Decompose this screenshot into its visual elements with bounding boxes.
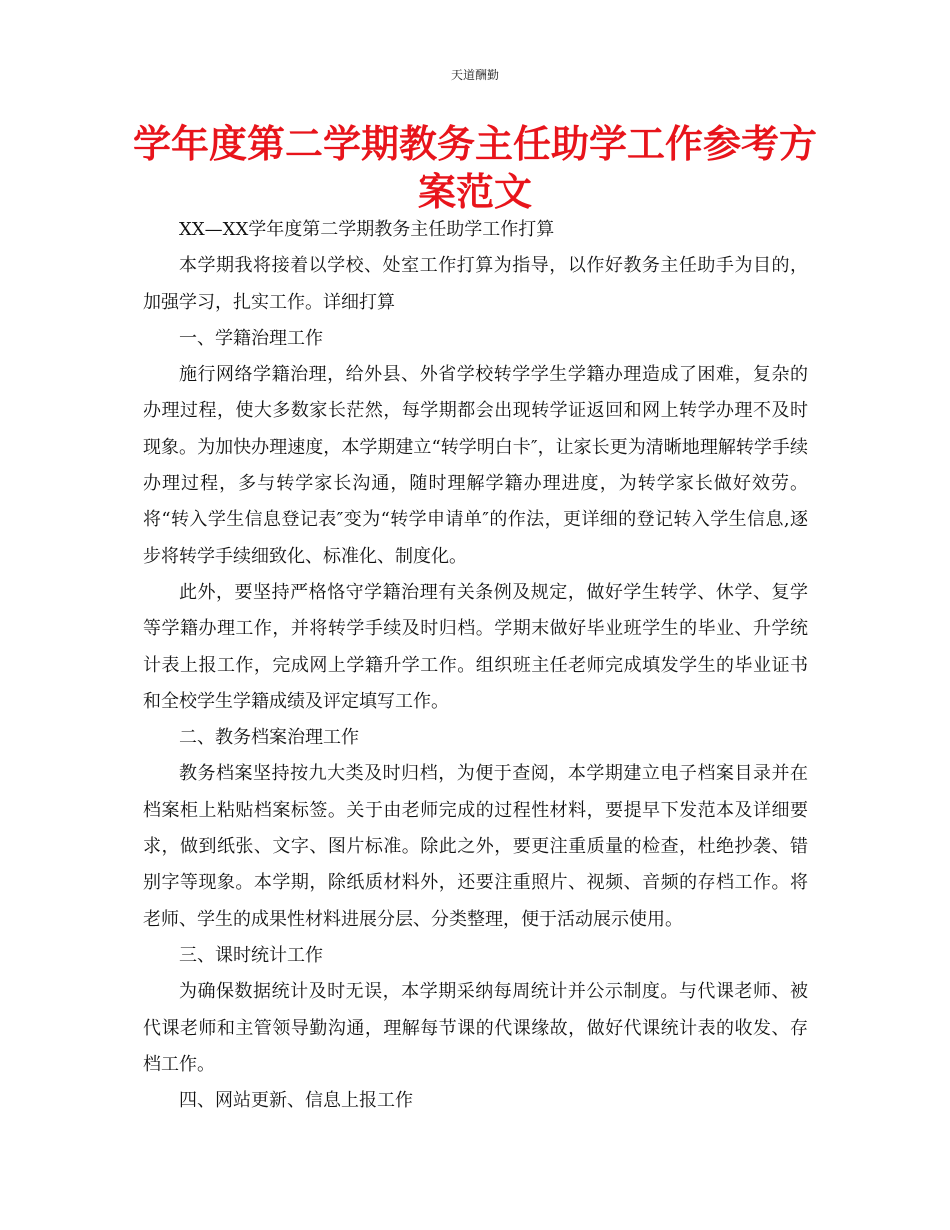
- section-2-paragraph-1: 教务档案坚持按九大类及时归档，为便于查阅，本学期建立电子档案目录并在档案柜上粘贴档案标签。关于由老师完成的过程性材料，要提早下发范本及详细要求，做到纸张、文字、图片标准。除此之外，要更注重质量的检查，杜绝抄袭、错别字等现象。本学期，除纸质材料外，还要注重照片、视频、音频的存档工作。将老师、学生的成果性材料进展分层、分类整理，便于活动展示使用。: [143, 763, 808, 930]
- section-3-paragraph-1: 为确保数据统计及时无误，本学期采纳每周统计并公示制度。与代课老师、被代课老师和主管领导勤沟通，理解每节课的代课缘故，做好代课统计表的收发、存档工作。: [143, 981, 808, 1075]
- section-heading-2: 二、教务档案治理工作: [179, 727, 359, 749]
- intro-paragraph: 本学期我将接着以学校、处室工作打算为指导，以作好教务主任助手为目的，加强学习，扎实工作。详细打算: [143, 255, 808, 313]
- section-heading-1: 一、学籍治理工作: [179, 327, 323, 349]
- section-heading-3: 三、课时统计工作: [179, 944, 323, 966]
- section-1-paragraph-1: 施行网络学籍治理，给外县、外省学校转学学生学籍办理造成了困难，复杂的办理过程，使大多数家长茫然，每学期都会出现转学证返回和网上转学办理不及时现象。为加快办理速度，本学期建立“转学明白卡″，让家长更为清晰地理解转学手续办理过程，多与转学家长沟通，随时理解学籍办理进度，为转学家长做好效劳。将“转入学生信息登记表″变为“转学申请单″的作法，更详细的登记转入学生信息,逐步将转学手续细致化、标准化、制度化。: [143, 364, 808, 567]
- section-1-paragraph-2: 此外，要坚持严格恪守学籍治理有关条例及规定，做好学生转学、休学、复学等学籍办理工作，并将转学手续及时归档。学期末做好毕业班学生的毕业、升学统计表上报工作，完成网上学籍升学工作。组织班主任老师完成填发学生的毕业证书和全校学生学籍成绩及评定填写工作。: [143, 581, 808, 712]
- document-subtitle: XX—XX学年度第二学期教务主任助学工作打算: [179, 219, 555, 240]
- document-title: 学年度第二学期教务主任助学工作参考方案范文: [132, 122, 817, 214]
- section-heading-4: 四、网站更新、信息上报工作: [179, 1090, 413, 1112]
- document-body: [143, 212, 808, 1119]
- page-header: 天道酬勤: [450, 68, 499, 82]
